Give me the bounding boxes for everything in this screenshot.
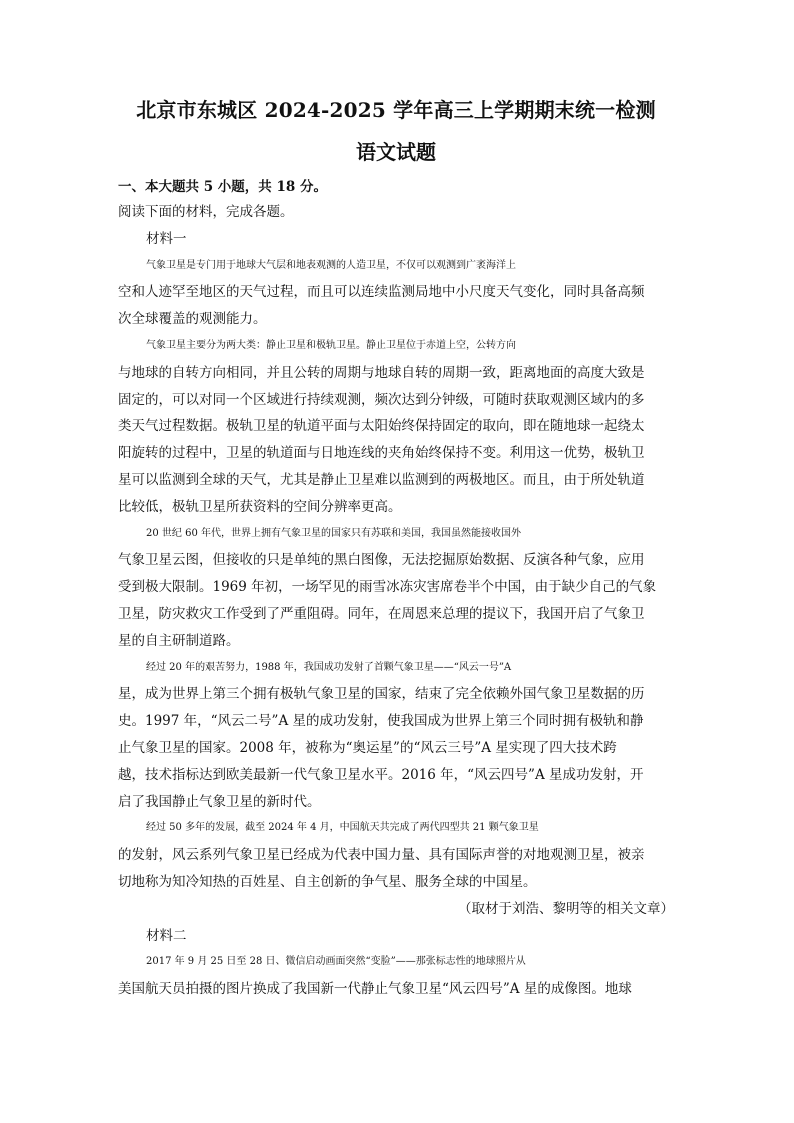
- paragraph-line: 气象卫星主要分为两大类：静止卫星和极轨卫星。静止卫星位于赤道上空，公转方向: [146, 339, 516, 351]
- instruction-text: 阅读下面的材料，完成各题。: [118, 204, 294, 220]
- document-body: [118, 95, 674, 1003]
- paragraph-line: 与地球的自转方向相同，并且公转的周期与地球自转的周期一致，距离地面的高度大致是: [118, 364, 645, 381]
- paragraph-line: 气象卫星云图，但接收的只是单纯的黑白图像，无法挖掘原始数据、反演各种气象，应用: [118, 552, 645, 569]
- paragraph-line: 切地称为知冷知热的百姓星、自主创新的争气星、服务全球的中国星。: [118, 873, 537, 890]
- paragraph-line: 止气象卫星的国家。2008 年，被称为“奥运星”的“风云三号”A 星实现了四大技术跨: [118, 739, 617, 756]
- paragraph-line: 阳旋转的过程中，卫星的轨道面与日地连线的夹角始终保持不变。利用这一优势，极轨卫: [118, 445, 645, 462]
- paragraph-line: 卫星，防灾救灾工作受到了严重阻碍。同年，在周恩来总理的提议下，我国开启了气象卫: [118, 605, 645, 622]
- paragraph-line: 经过 50 多年的发展，截至 2024 年 4 月，中国航天共完成了两代四型共 21 颗气象卫星: [146, 822, 539, 834]
- paragraph-line: 固定的，可以对同一个区域进行持续观测，频次达到分钟级，可随时获取观测区域内的多: [118, 391, 645, 408]
- paragraph-line: 的发射，风云系列气象卫星已经成为代表中国力量、具有国际声誉的对地观测卫星，被亲: [118, 847, 645, 864]
- source-citation: （取材于刘浩、黎明等的相关文章）: [458, 900, 674, 917]
- paragraph-line: 气象卫星是专门用于地球大气层和地表观测的人造卫星，不仅可以观测到广袤海洋上: [146, 259, 516, 271]
- paragraph-line: 启了我国静止气象卫星的新时代。: [118, 793, 321, 810]
- paragraph-line: 空和人迹罕至地区的天气过程，而且可以连续监测局地中小尺度天气变化，同时具备高频: [118, 284, 645, 301]
- paragraph-line: 美国航天员拍摄的图片换成了我国新一代静止气象卫星“风云四号”A 星的成像图。地球: [118, 981, 632, 998]
- paragraph-line: 20 世纪 60 年代，世界上拥有气象卫星的国家只有苏联和美国，我国虽然能接收国外: [146, 527, 521, 539]
- paragraph-line: 次全球覆盖的观测能力。: [118, 311, 267, 328]
- paragraph-line: 史。1997 年，“风云二号”A 星的成功发射，使我国成为世界上第三个同时拥有极轨和静: [118, 713, 644, 730]
- paragraph-line: 2017 年 9 月 25 日至 28 日、微信启动画面突然“变脸”——那张标志性的地球照片从: [146, 956, 526, 968]
- paragraph-line: 星的自主研制道路。: [118, 632, 240, 649]
- paragraph-line: 经过 20 年的艰苦努力，1988 年，我国成功发射了首颗气象卫星——“风云一号”A: [146, 661, 512, 673]
- section-heading: 一、本大题共 5 小题，共 18 分。: [118, 179, 327, 195]
- page-subtitle: 语文试题: [356, 140, 436, 164]
- paragraph-line: 比较低，极轨卫星所获资料的空间分辨率更高。: [118, 498, 402, 515]
- material-1-label: 材料一: [146, 230, 187, 247]
- paragraph-line: 越，技术指标达到欧美最新一代气象卫星水平。2016 年，“风云四号”A 星成功发射，开: [118, 766, 644, 783]
- paragraph-line: 星可以监测到全球的天气，尤其是静止卫星难以监测到的两极地区。而且，由于所处轨道: [118, 471, 645, 488]
- paragraph-line: 类天气过程数据。极轨卫星的轨道平面与太阳始终保持固定的取向，即在随地球一起绕太: [118, 418, 645, 435]
- material-2-label: 材料二: [146, 927, 187, 944]
- paragraph-line: 受到极大限制。1969 年初，一场罕见的雨雪冰冻灾害席卷半个中国，由于缺少自己的气象: [118, 579, 657, 596]
- paragraph-line: 星，成为世界上第三个拥有极轨气象卫星的国家，结束了完全依赖外国气象卫星数据的历: [118, 686, 645, 703]
- page-title: 北京市东城区 2024-2025 学年高三上学期期末统一检测: [136, 98, 656, 122]
